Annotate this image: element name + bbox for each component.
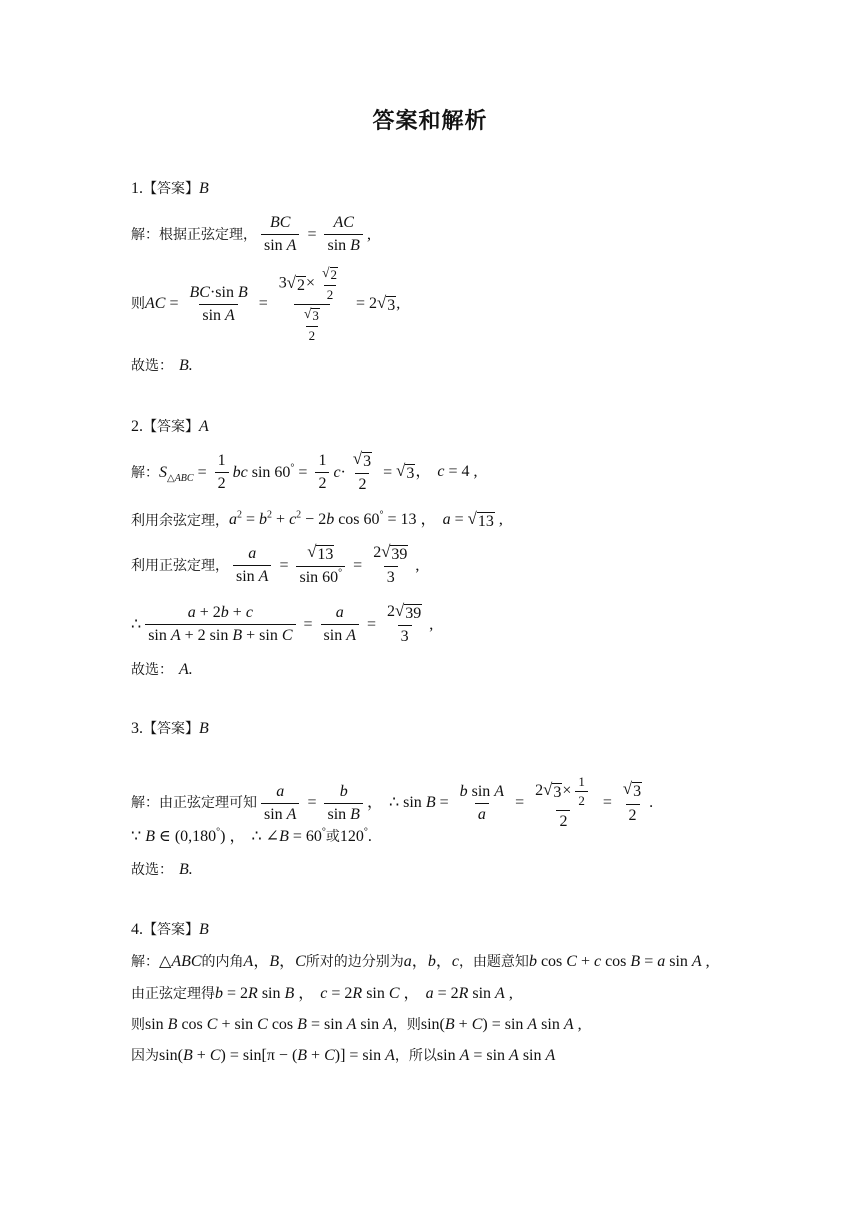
- fraction: $\frac{\text{b sin A}}{a}$: [459, 782, 505, 823]
- q2-number: 2.: [131, 418, 143, 435]
- fraction: $\frac{AC}{\text{sin B}}$: [324, 214, 362, 255]
- q2-answer-label: 【答案】: [143, 419, 199, 435]
- q1-line-3: 故选： B.: [131, 357, 193, 374]
- q3-number: 3.: [131, 720, 143, 737]
- q4-line-4: 因为 sin(B + C) = sin[π − (B + C)] = sin A ，所以 sin A = sin A sin A: [131, 1047, 556, 1064]
- fraction: $\frac{b}{\text{sin B}}$: [324, 783, 362, 824]
- q3-line-1: 解：由正弦定理可知 $\frac{a}{\text{sin A}}$ = $\frac{b}{\text{sin B}}$ ， ∴ sin B = $\frac{\text{b sin A}}{a}$ = 2 √ 3 × $\frac{1}{2}$ 2 = √ 3 2 .: [131, 774, 654, 830]
- fraction: √ 3 2: [352, 449, 372, 494]
- q4-answer: B: [199, 921, 209, 938]
- q2-answer: A: [199, 418, 209, 435]
- q2-line-3: 利用正弦定理， $\frac{a}{\text{sin A}}$ = √ 13 sin 60° = 2 √ 39 3 ,: [131, 542, 420, 587]
- complex-fraction: 2 √ 3 × $\frac{1}{2}$ 2: [532, 775, 595, 831]
- q1-header: [131, 179, 209, 199]
- fraction: $\frac{1}{2}$: [575, 775, 588, 808]
- q3-line-2: ∵ B ∈ (0,180°) ， ∴ ∠B = 60° 或 120°.: [131, 826, 372, 845]
- q3-answer-label: 【答案】: [143, 721, 199, 737]
- fraction: √ 3 2: [303, 305, 319, 343]
- fraction: $\frac{a + 2b + c}{\text{sin A + 2 sin B + sin C}}$: [145, 604, 295, 645]
- q4-header: [131, 920, 209, 940]
- q4-line-2: 由正弦定理得 b = 2R sin B ， c = 2R sin C ， a = 2R sin A ,: [131, 985, 513, 1002]
- fraction: $\frac{1}{2}$: [315, 452, 329, 493]
- page-title: 答案和解析: [372, 109, 488, 134]
- fraction: $\frac{BC}{\text{sin A}}$: [261, 214, 299, 255]
- fraction: $\frac{1}{2}$: [215, 452, 229, 493]
- fraction: 2 √ 39 3: [387, 601, 422, 646]
- q4-number: 4.: [131, 921, 143, 938]
- q1-answer: B: [199, 180, 209, 197]
- q3-header: [131, 719, 209, 739]
- q3-line-3: 故选： B.: [131, 861, 193, 878]
- q1-answer-label: 【答案】: [143, 181, 199, 197]
- fraction: $\frac{a}{\text{sin A}}$: [233, 545, 271, 586]
- q2-line-5: 故选： A.: [131, 661, 193, 678]
- complex-fraction: 3 √ 2 × √ 2 2 √ 3 2: [276, 266, 348, 343]
- q2-header: [131, 417, 209, 437]
- q2-line-2: 利用余弦定理， $a^2 = b^2 + c^2 - 2b$ cos 60° = 13 ， a = √ 13 ,: [131, 509, 503, 530]
- fraction: $\frac{a}{\text{sin A}}$: [321, 604, 359, 645]
- q1-line-1: 解：根据正弦定理， $\frac{BC}{\text{sin A}}$ = $\frac{AC}{\text{sin B}}$ ,: [131, 214, 371, 254]
- fraction: $\frac{\text{BC·sin B}}{\text{sin A}}$: [189, 283, 248, 324]
- fraction: √ 13 sin 60°: [296, 544, 345, 587]
- q2-line-1: 解： $S_{\triangle ABC}$ = $\frac{1}{2}$ bc sin 60° = $\frac{1}{2}$ c· √ 3 2 = √ 3 ， c = 4 ,: [131, 449, 478, 494]
- q2-line-4: ∴ $\frac{a + 2b + c}{\text{sin A + 2 sin B + sin C}}$ = $\frac{a}{\text{sin A}}$ = 2 √ 39 3 ,: [131, 601, 434, 646]
- q1-number: 1.: [131, 180, 143, 197]
- fraction: 2 √ 39 3: [373, 542, 408, 587]
- q3-answer: B: [199, 720, 209, 737]
- q4-answer-label: 【答案】: [143, 922, 199, 938]
- q4-line-3: 则 sin B cos C + sin C cos B = sin A sin A ，则 sin(B + C) = sin A sin A ,: [131, 1016, 582, 1033]
- fraction: √ 2 2: [322, 265, 337, 302]
- q4-line-1: 解： △ABC 的内角 A，B，C 所对的边分别为 a，b，c ，由题意知 b cos C + c cos B = a sin A ,: [131, 953, 710, 970]
- fraction: √ 3 2: [622, 779, 642, 824]
- fraction: $\frac{a}{\text{sin A}}$: [261, 783, 299, 824]
- q1-line-2: 则 AC = $\frac{\text{BC·sin B}}{\text{sin A}}$ = 3 √ 2 × √ 2 2 √ 3 2 = 2 √ 3 ,: [131, 265, 401, 343]
